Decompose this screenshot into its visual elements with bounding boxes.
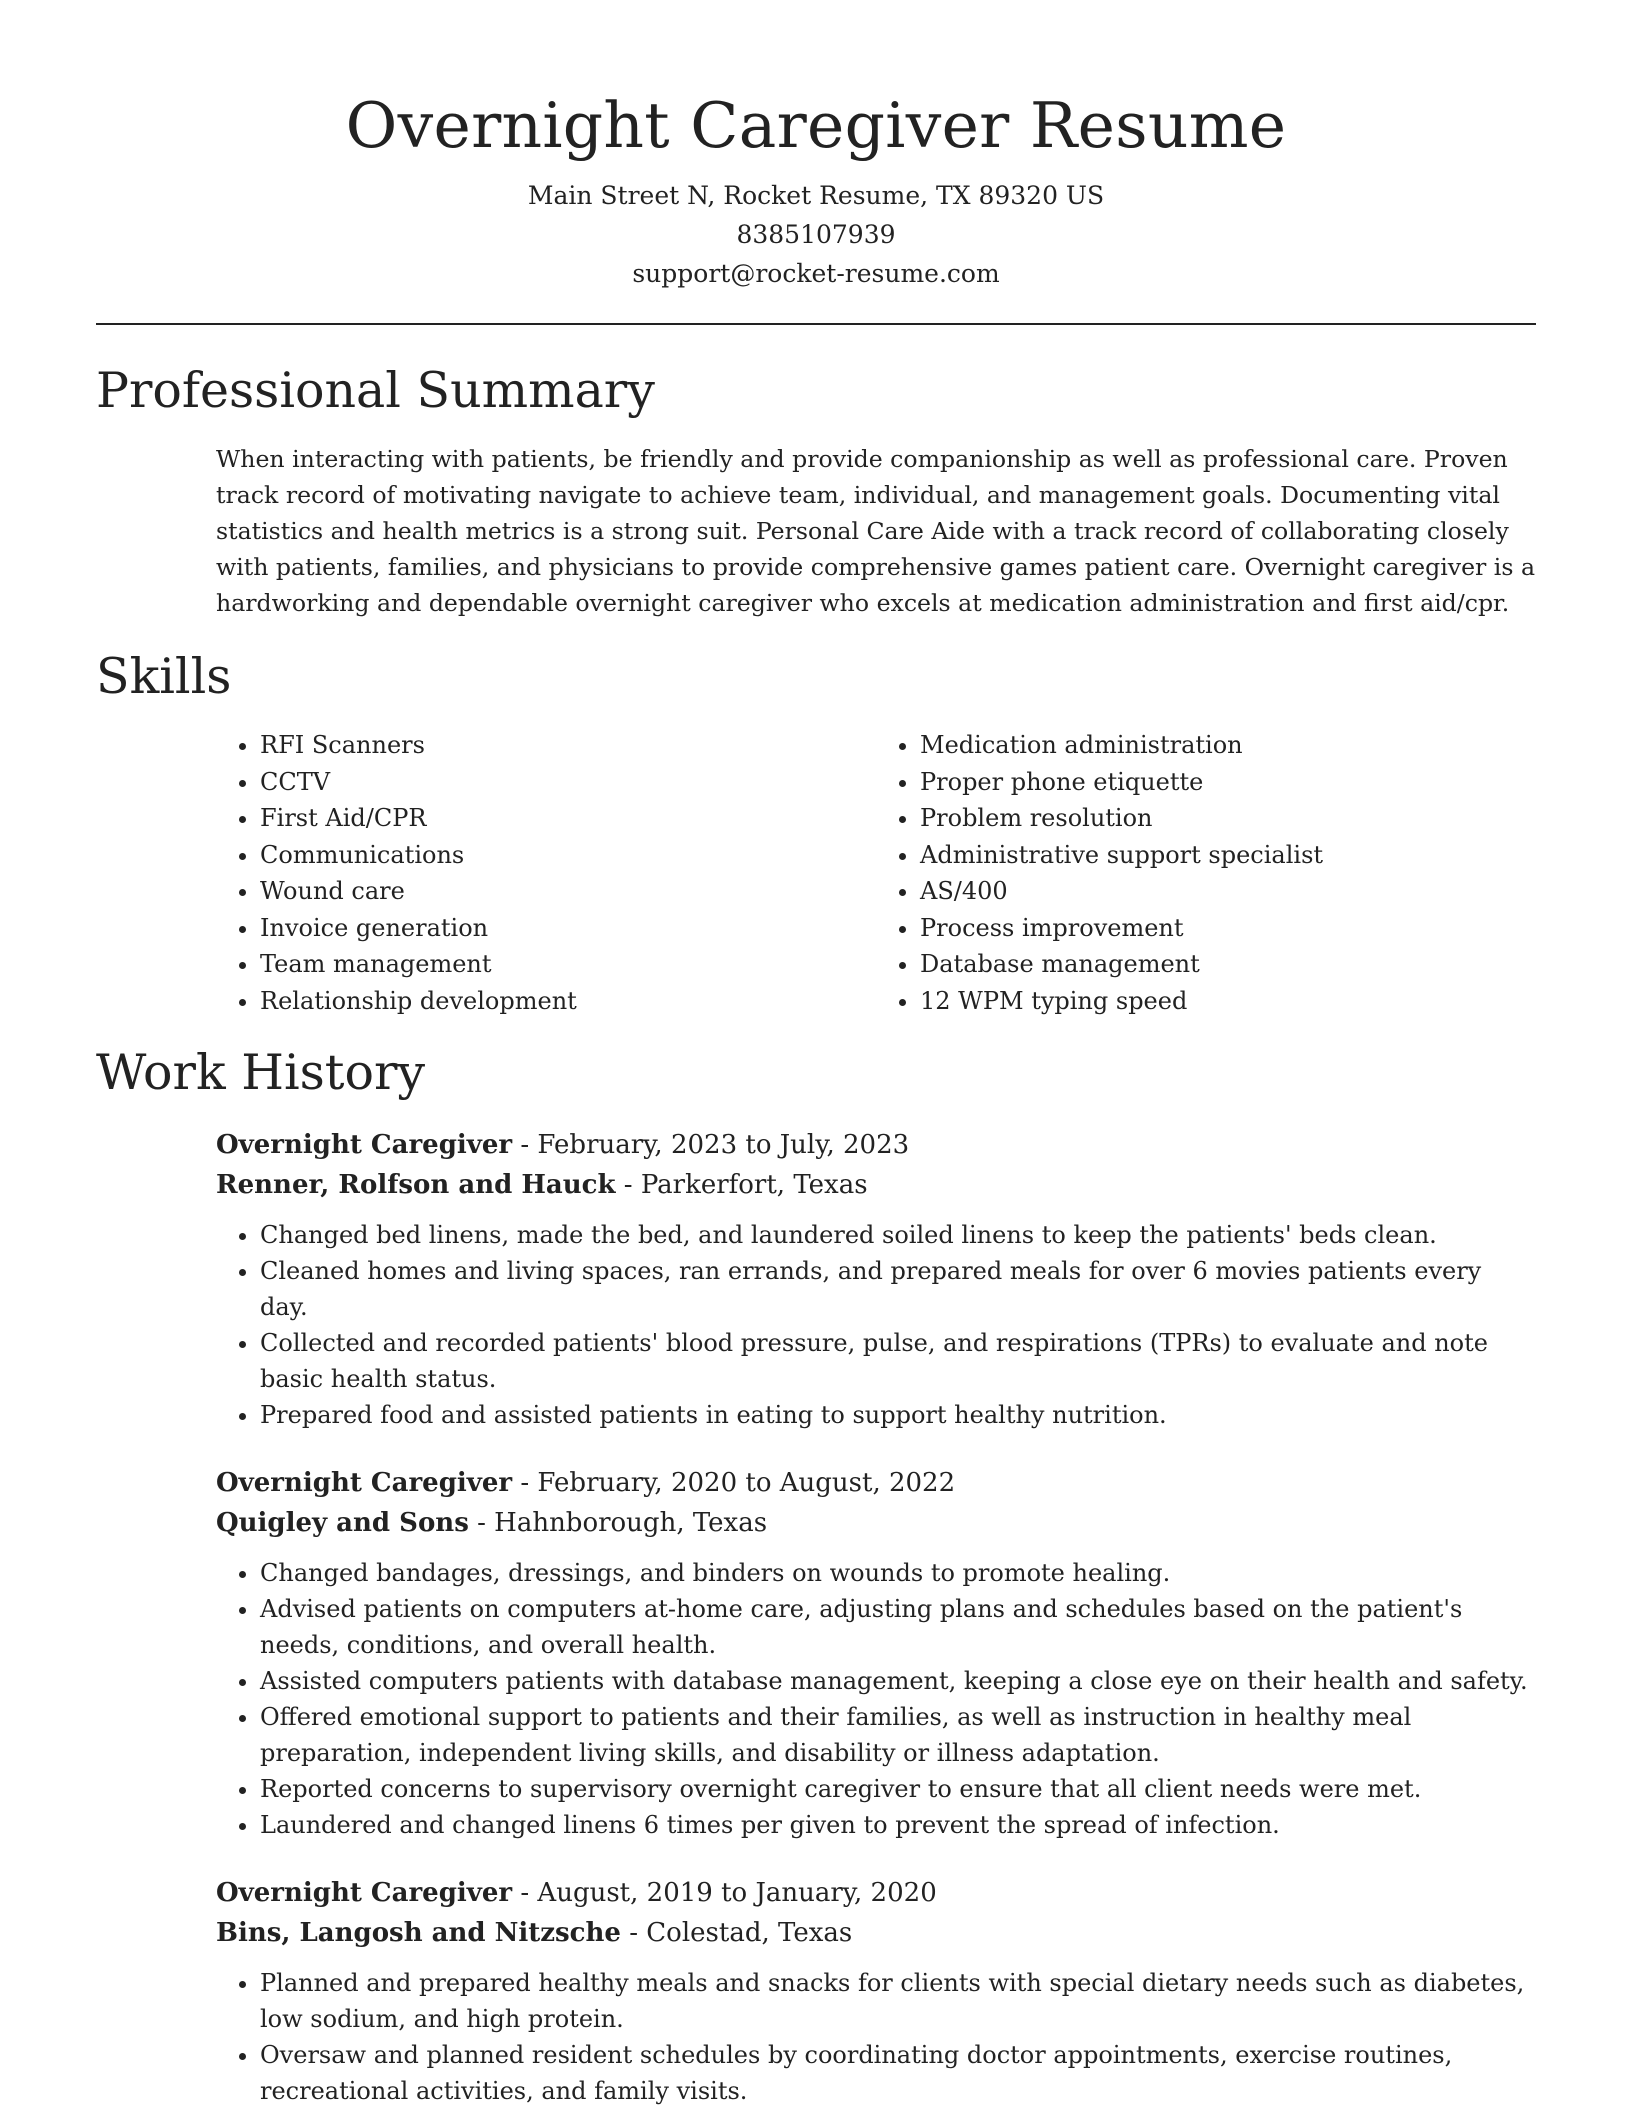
job-company: Renner, Rolfson and Hauck: [216, 1170, 616, 1200]
contact-phone: 8385107939: [736, 220, 896, 249]
contact-email: support@rocket-resume.com: [632, 259, 1000, 288]
job-role: Overnight Caregiver: [216, 1878, 513, 1908]
duty-item: • Offered emotional support to patients and their families, as well as instruction in healthy meal preparation, independent living skills, and disability or illness adaptation.: [260, 1699, 1536, 1771]
skill-item: • Database management: [920, 946, 1536, 983]
job-duties: [216, 1217, 1536, 1433]
skill-item: • Communications: [260, 837, 876, 874]
duty-item: • Changed bandages, dressings, and binders on wounds to promote healing.: [260, 1555, 1536, 1591]
job-title-line: [216, 1463, 1536, 1503]
job-duties: [216, 1965, 1536, 2109]
contact-block: [96, 176, 1536, 293]
duty-item: • Assisted computers patients with database management, keeping a close eye on their health and safety.: [260, 1663, 1536, 1699]
skill-item: • Proper phone etiquette: [920, 764, 1536, 801]
contact-address: Main Street N, Rocket Resume, TX 89320 US: [527, 181, 1105, 210]
duty-item: • Planned and prepared healthy meals and snacks for clients with special dietary needs such as diabetes, low sodium, and high protein.: [260, 1965, 1536, 2037]
duty-item: • Prepared food and assisted patients in eating to support healthy nutrition.: [260, 1397, 1536, 1433]
duty-item: • Advised patients on computers at-home care, adjusting plans and schedules based on the patient's needs, conditions, and overall health.: [260, 1591, 1536, 1663]
skill-item: • Wound care: [260, 873, 876, 910]
job-dates: - August, 2019 to January, 2020: [512, 1878, 937, 1908]
resume-title: Overnight Caregiver Resume: [345, 89, 1287, 162]
skill-item: • AS/400: [920, 873, 1536, 910]
resume-page: [96, 0, 1536, 2109]
work-history-heading: Work History: [96, 1044, 426, 1101]
skill-item: • Administrative support specialist: [920, 837, 1536, 874]
duty-item: • Cleaned homes and living spaces, ran errands, and prepared meals for over 6 movies patients every day.: [260, 1253, 1536, 1325]
job-location: - Parkerfort, Texas: [615, 1170, 868, 1200]
skill-item: • RFI Scanners: [260, 727, 876, 764]
header-divider: [96, 323, 1536, 325]
job-company: Bins, Langosh and Nitzsche: [216, 1918, 621, 1948]
summary-text: When interacting with patients, be friendly and provide companionship as well as professional care. Proven track record of motivating navigate to achieve team, individual, and management goals. Documenting vital statistics and health metrics is a strong suit. Personal Care Aide with a track record of collaborating closely with patients, families, and physicians to provide comprehensive games patient care. Overnight caregiver is a hardworking and dependable overnight caregiver who excels at medication administration and first aid/cpr.: [216, 445, 1536, 617]
job-entry-3: [216, 1873, 1536, 2109]
skill-item: • First Aid/CPR: [260, 800, 876, 837]
job-dates: - February, 2023 to July, 2023: [512, 1130, 910, 1160]
skill-item: • Process improvement: [920, 910, 1536, 947]
job-company-line: [216, 1165, 1536, 1205]
skills-heading: Skills: [96, 648, 232, 705]
job-location: - Hahnborough, Texas: [468, 1508, 768, 1538]
duty-item: • Changed bed linens, made the bed, and laundered soiled linens to keep the patients' beds clean.: [260, 1217, 1536, 1253]
skill-item: • Invoice generation: [260, 910, 876, 947]
job-role: Overnight Caregiver: [216, 1468, 513, 1498]
skill-item: • Team management: [260, 946, 876, 983]
job-location: - Colestad, Texas: [620, 1918, 853, 1948]
job-title-line: [216, 1873, 1536, 1913]
skill-item: • 12 WPM typing speed: [920, 983, 1536, 1020]
summary-heading: Professional Summary: [96, 362, 655, 419]
skills-list: [216, 727, 1536, 1019]
job-company-line: [216, 1503, 1536, 1543]
skill-item: • Medication administration: [920, 727, 1536, 764]
skill-item: • Problem resolution: [920, 800, 1536, 837]
skills-column-right: [876, 727, 1536, 1019]
duty-item: • Oversaw and planned resident schedules by coordinating doctor appointments, exercise routines, recreational activities, and family visits.: [260, 2037, 1536, 2109]
skill-item: • Relationship development: [260, 983, 876, 1020]
skills-column-left: [216, 727, 876, 1019]
job-role: Overnight Caregiver: [216, 1130, 513, 1160]
job-entry-1: [216, 1125, 1536, 1433]
job-company-line: [216, 1913, 1536, 1953]
job-company: Quigley and Sons: [216, 1508, 469, 1538]
skill-item: • CCTV: [260, 764, 876, 801]
job-duties: [216, 1555, 1536, 1843]
resume-header: [96, 0, 1536, 293]
duty-item: • Collected and recorded patients' blood pressure, pulse, and respirations (TPRs) to evaluate and note basic health status.: [260, 1325, 1536, 1397]
duty-item: • Laundered and changed linens 6 times per given to prevent the spread of infection.: [260, 1807, 1536, 1843]
job-entry-2: [216, 1463, 1536, 1843]
job-dates: - February, 2020 to August, 2022: [512, 1468, 956, 1498]
duty-item: • Reported concerns to supervisory overnight caregiver to ensure that all client needs were met.: [260, 1771, 1536, 1807]
job-title-line: [216, 1125, 1536, 1165]
